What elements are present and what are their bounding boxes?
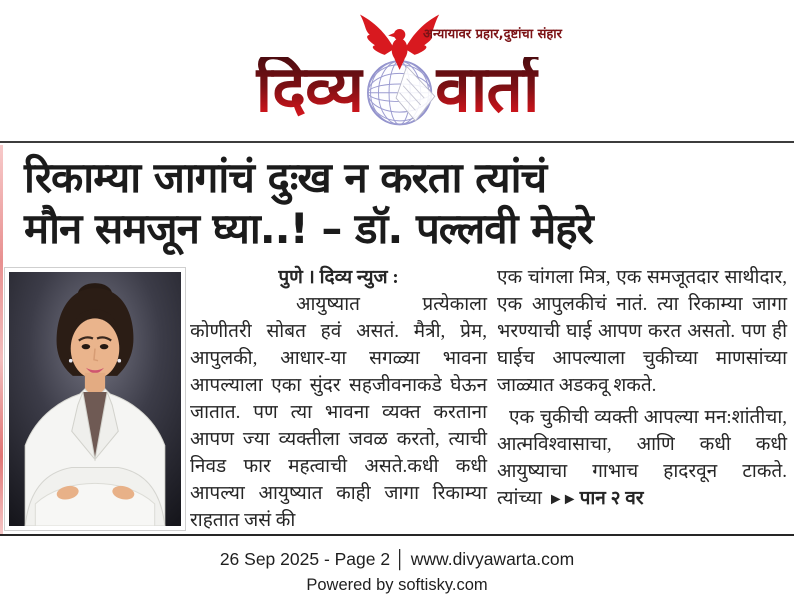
paragraph-3-text: एक चुकीची व्यक्ती आपल्या मन:शांतीचा, आत्मविश्वासाचा, आणि कधी कधी आयुष्याचा गाभाच हादरवून टाकते. त्यांच्या (497, 407, 787, 509)
continuation-arrows-icon: ►► (547, 491, 576, 508)
article-paragraph-3 (497, 404, 787, 513)
article-paragraph-2: एक चांगला मित्र, एक समजूतदार साथीदार, एक आपुलकीचं नातं. त्या रिकाम्या जागा भरण्याची घाई आपण करत असतो. पण ही घाईच आपल्याला चुकीच्या माणसांच्या जाळ्यात अडकवू शकते. (497, 267, 787, 396)
doctor-portrait-image (9, 272, 181, 526)
headline-line-1: रिकाम्या जागांचं दुःख न करता त्यांचं (24, 153, 547, 202)
article-paragraph-1: आयुष्यात प्रत्येकाला कोणीतरी सोबत हवं असतं. मैत्री, प्रेम, आपुलकी, आधार-या सगळ्या भावना आपल्याला एका सुंदर सहजीवनाकडे घेऊन जातात. पण त्या भावना व्यक्त करताना आपण ज्या व्यक्तीला जवळ करतो, त्याची निवड फार महत्वाची असते.कधी कधी आपल्या आयुष्यात काही जागा रिकाम्या राहतात जसं की (190, 294, 487, 531)
continuation-marker (542, 488, 644, 509)
masthead-title-right: वार्ता (435, 57, 538, 132)
headline-line-2: मौन समजून घ्या..! – डॉ. पल्लवी मेहरे (24, 204, 593, 253)
article-column-2 (497, 264, 787, 513)
article-body (0, 262, 794, 534)
footer-powered-by: Powered by softisky.com (306, 576, 488, 594)
footer (0, 549, 794, 595)
headline-block (0, 143, 794, 254)
dateline: पुणे । दिव्य न्युज : (278, 267, 399, 288)
masthead-tagline: अन्यायावर प्रहार,दुष्टांचा संहार (423, 27, 562, 42)
doctor-photo (5, 268, 185, 530)
masthead (0, 0, 794, 143)
footer-date-page-url: 26 Sep 2025 - Page 2 │ www.divyawarta.com (219, 549, 575, 569)
continuation-label: पान २ वर (579, 488, 644, 509)
footer-divider (0, 534, 794, 536)
scan-edge-artifact (0, 145, 3, 534)
article-column-1 (190, 264, 487, 534)
masthead-title-left: दिव्य (256, 57, 364, 132)
